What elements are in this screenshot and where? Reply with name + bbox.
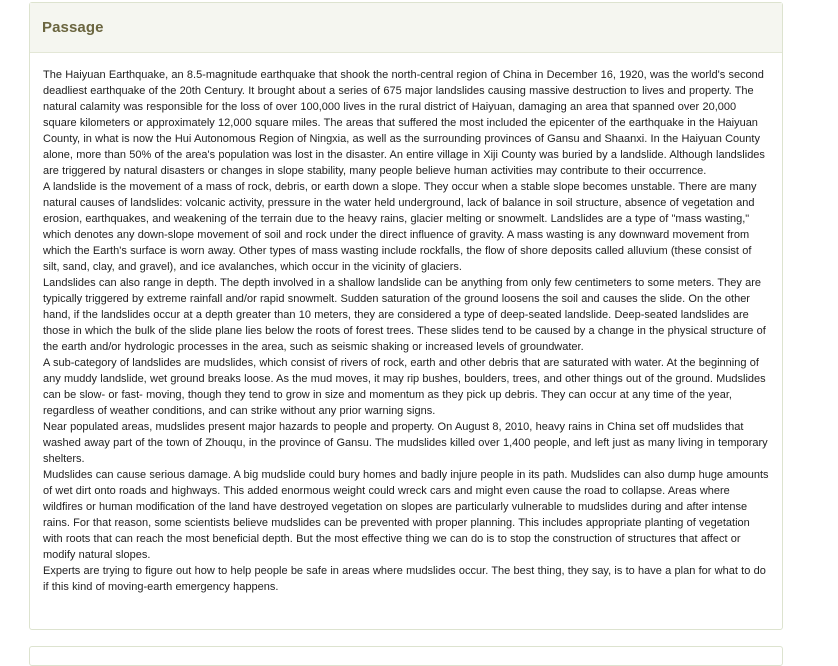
passage-paragraph: Experts are trying to figure out how to help people be safe in areas where mudslides occur. The best thing, they say, is to have a plan for what to do if this kind of moving-earth emergency happens. — [43, 565, 766, 593]
passage-panel — [29, 2, 783, 630]
passage-paragraph: Mudslides can cause serious damage. A big mudslide could bury homes and badly injure people in its path. Mudslides can also dump huge amounts of wet dirt onto roads and highways. This added enormous weight could wreck cars and might even cause the road to collapse. Areas where wildfires or human modification of the land have destroyed vegetation on slopes are particularly vulnerable to mudslides during and after intense rains. For that reason, some scientists believe mudslides can be prevented with proper planning. This includes appropriate planting of vegetation with roots that can reach the most beneficial depth. But the most effective thing we can do is to stop the construction of structures that affect or modify natural slopes. — [43, 469, 769, 561]
passage-body — [30, 53, 782, 595]
passage-paragraph: A landslide is the movement of a mass of rock, debris, or earth down a slope. They occur when a stable slope becomes unstable. There are many natural causes of landslides: volcanic activity, pressure in the water held underground, lack of balance in soil structure, absence of vegetation and erosion, earthquakes, and weakening of the terrain due to the heavy rains, glacier melting or snowmelt. Landslides are a type of "mass wasting," which denotes any down-slope movement of soil and rock under the direct influence of gravity. A mass wasting is any downward movement from which the Earth's surface is worn away. Other types of mass wasting include rockfalls, the flow of shore deposits called alluvium (these consist of silt, sand, clay, and gravel), and ice avalanches, which occur in the vicinity of glaciers. — [43, 181, 757, 273]
passage-paragraph: A sub-category of landslides are mudslides, which consist of rivers of rock, earth and other debris that are saturated with water. At the beginning of any muddy landslide, wet ground breaks loose. As the mud moves, it may rip bushes, boulders, trees, and other things out of the ground. Mudslides can be slow- or fast- moving, though they tend to grow in size and momentum as they pick up debris. They can occur at any time of the year, regardless of weather conditions, and can strike without any prior warning signs. — [43, 357, 766, 417]
passage-header — [30, 3, 782, 53]
passage-paragraph: The Haiyuan Earthquake, an 8.5-magnitude earthquake that shook the north-central region of China in December 16, 1920, was the world's second deadliest earthquake of the 20th Century. It brought about a series of 675 major landslides causing massive destruction to lives and property. The natural calamity was responsible for the loss of over 100,000 lives in the rural district of Haiyuan, damaging an area that spanned over 20,000 square kilometers or approximately 12,000 square miles. The areas that suffered the most included the epicenter of the earthquake in the Haiyuan County, in what is now the Hui Autonomous Region of Ningxia, as well as the surrounding provinces of Gansu and Shaanxi. In the Haiyuan County alone, more than 50% of the area's population was lost in the disaster. An entire village in Xiji County was buried by a landslide. Although landslides are triggered by natural disasters or changes in slope stability, many people believe human activities may contribute to their occurrence. — [43, 69, 765, 177]
passage-paragraph: Landslides can also range in depth. The depth involved in a shallow landslide can be anything from only few centimeters to some meters. They are typically triggered by extreme rainfall and/or rapid snowmelt. Sudden saturation of the ground loosens the soil and causes the slide. On the other hand, if the landslides occur at a depth greater than 10 meters, they are considered a type of deep-seated landslide. Deep-seated landslides are those in which the bulk of the slide plane lies below the roots of forest trees. These slides tend to be caused by a change in the physical structure of the earth and/or hydrologic processes in the area, such as seismic shaking or increased levels of groundwater. — [43, 277, 766, 353]
passage-paragraph: Near populated areas, mudslides present major hazards to people and property. On August 8, 2010, heavy rains in China set off mudslides that washed away part of the town of Zhouqu, in the province of Gansu. The mudslides killed over 1,400 people, and left just as many living in temporary shelters. — [43, 421, 768, 465]
next-panel — [29, 646, 783, 666]
passage-title: Passage — [42, 19, 104, 36]
